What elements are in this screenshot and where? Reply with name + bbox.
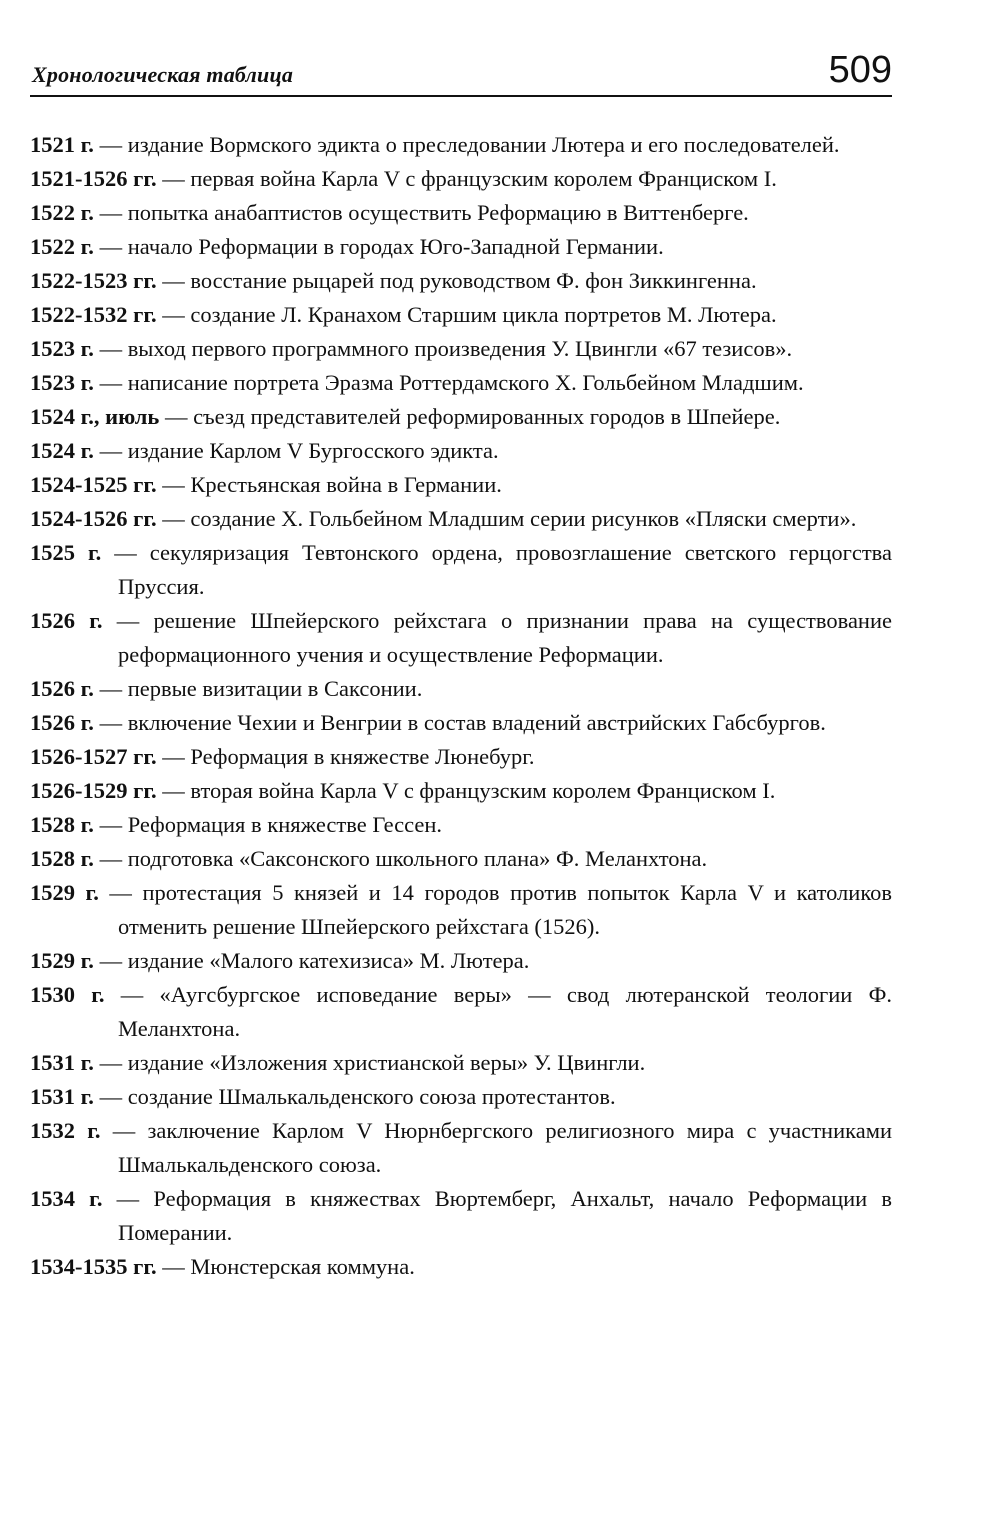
entry-text: — издание «Изложения христианской веры» У. Цвингли. (93, 1050, 646, 1075)
entry-date: 1529 г. (30, 880, 99, 905)
chronology-list (30, 128, 892, 1284)
entry-text: — подготовка «Саксонского школьного плана» Ф. Меланхтона. (93, 846, 708, 871)
entry-date: 1524-1526 гг. (30, 506, 157, 531)
entry-text: — протестация 5 князей и 14 городов против попыток Карла V и католиков отменить решение Шпейерского рейхстага (1526). (98, 880, 892, 939)
entry-text: — включение Чехии и Венгрии в состав владений австрийских Габсбургов. (93, 710, 826, 735)
entry-date: 1531 г. (30, 1050, 94, 1075)
entry-text: — решение Шпейерского рейхстага о признании права на существование реформационного учения и осуществление Реформации. (102, 608, 892, 667)
entry-date: 1526-1527 гг. (30, 744, 157, 769)
entry-date: 1523 г. (30, 336, 94, 361)
chronology-entry (30, 808, 892, 842)
chronology-entry (30, 298, 892, 332)
chronology-entry (30, 774, 892, 808)
entry-text: — издание Карлом V Бургосского эдикта. (93, 438, 499, 463)
chronology-entry (30, 1182, 892, 1250)
page-number: 509 (828, 49, 892, 91)
entry-date: 1523 г. (30, 370, 94, 395)
entry-text: — Реформация в княжествах Вюртемберг, Анхальт, начало Реформации в Померании. (102, 1186, 892, 1245)
running-title: Хронологическая таблица (32, 62, 294, 87)
entry-text: — создание Х. Гольбейном Младшим серии рисунков «Пляски смерти». (156, 506, 857, 531)
chronology-entry (30, 502, 892, 536)
chronology-entry (30, 706, 892, 740)
entry-date: 1534 г. (30, 1186, 103, 1211)
entry-text: — издание Вормского эдикта о преследовании Лютера и его последователей. (93, 132, 840, 157)
entry-date: 1522 г. (30, 200, 94, 225)
entry-date: 1526 г. (30, 608, 103, 633)
entry-date: 1532 г. (30, 1118, 101, 1143)
entry-text: — первые визитации в Саксонии. (93, 676, 423, 701)
entry-date: 1521-1526 гг. (30, 166, 157, 191)
entry-text: — секуляризация Тевтонского ордена, провозглашение светского герцогства Пруссия. (101, 540, 892, 599)
entry-date: 1525 г. (30, 540, 102, 565)
chronology-entry (30, 264, 892, 298)
entry-text: — Реформация в княжестве Люнебург. (156, 744, 535, 769)
entry-date: 1534-1535 гг. (30, 1254, 157, 1279)
chronology-entry (30, 1250, 892, 1284)
page-header (30, 50, 892, 97)
chronology-entry (30, 536, 892, 604)
entry-text: — создание Л. Кранахом Старшим цикла портретов М. Лютера. (156, 302, 777, 327)
chronology-entry (30, 1046, 892, 1080)
chronology-entry (30, 196, 892, 230)
chronology-entry (30, 366, 892, 400)
chronology-entry (30, 128, 892, 162)
chronology-entry (30, 876, 892, 944)
entry-text: — Реформация в княжестве Гессен. (93, 812, 443, 837)
entry-text: — восстание рыцарей под руководством Ф. фон Зиккингенна. (156, 268, 757, 293)
entry-text: — Мюнстерская коммуна. (156, 1254, 415, 1279)
chronology-entry (30, 1114, 892, 1182)
entry-text: — первая война Карла V с французским королем Франциском I. (156, 166, 777, 191)
chronology-entry (30, 604, 892, 672)
chronology-entry (30, 434, 892, 468)
entry-date: 1530 г. (30, 982, 105, 1007)
entry-text: — создание Шмалькальденского союза протестантов. (93, 1084, 616, 1109)
entry-date: 1522 г. (30, 234, 94, 259)
chronology-entry (30, 672, 892, 706)
chronology-entry (30, 400, 892, 434)
chronology-entry (30, 944, 892, 978)
chronology-entry (30, 332, 892, 366)
chronology-entry (30, 1080, 892, 1114)
chronology-entry (30, 842, 892, 876)
entry-date: 1531 г. (30, 1084, 94, 1109)
entry-text: — «Аугсбургское исповедание веры» — свод лютеранской теологии Ф. Меланхтона. (104, 982, 892, 1041)
entry-text: — выход первого программного произведения У. Цвингли «67 тезисов». (93, 336, 793, 361)
entry-text: — издание «Малого катехизиса» М. Лютера. (93, 948, 530, 973)
entry-date: 1524 г., июль (30, 404, 160, 429)
entry-date: 1522-1532 гг. (30, 302, 157, 327)
chronology-entry (30, 978, 892, 1046)
entry-date: 1529 г. (30, 948, 94, 973)
entry-text: — Крестьянская война в Германии. (156, 472, 502, 497)
entry-date: 1522-1523 гг. (30, 268, 157, 293)
entry-date: 1526 г. (30, 710, 94, 735)
entry-date: 1524 г. (30, 438, 94, 463)
entry-text: — заключение Карлом V Нюрнбергского религиозного мира с участниками Шмалькальденского союза. (100, 1118, 892, 1177)
chronology-entry (30, 468, 892, 502)
entry-date: 1521 г. (30, 132, 94, 157)
entry-date: 1528 г. (30, 812, 94, 837)
entry-date: 1524-1525 гг. (30, 472, 157, 497)
entry-date: 1526-1529 гг. (30, 778, 157, 803)
entry-text: — написание портрета Эразма Роттердамского Х. Гольбейном Младшим. (93, 370, 804, 395)
entry-text: — начало Реформации в городах Юго-Западной Германии. (93, 234, 664, 259)
entry-text: — вторая война Карла V с французским королем Франциском I. (156, 778, 776, 803)
entry-date: 1528 г. (30, 846, 94, 871)
entry-text: — попытка анабаптистов осуществить Реформацию в Виттенберге. (93, 200, 749, 225)
chronology-entry (30, 740, 892, 774)
entry-date: 1526 г. (30, 676, 94, 701)
chronology-entry (30, 162, 892, 196)
chronology-entry (30, 230, 892, 264)
entry-text: — съезд представителей реформированных городов в Шпейере. (159, 404, 781, 429)
